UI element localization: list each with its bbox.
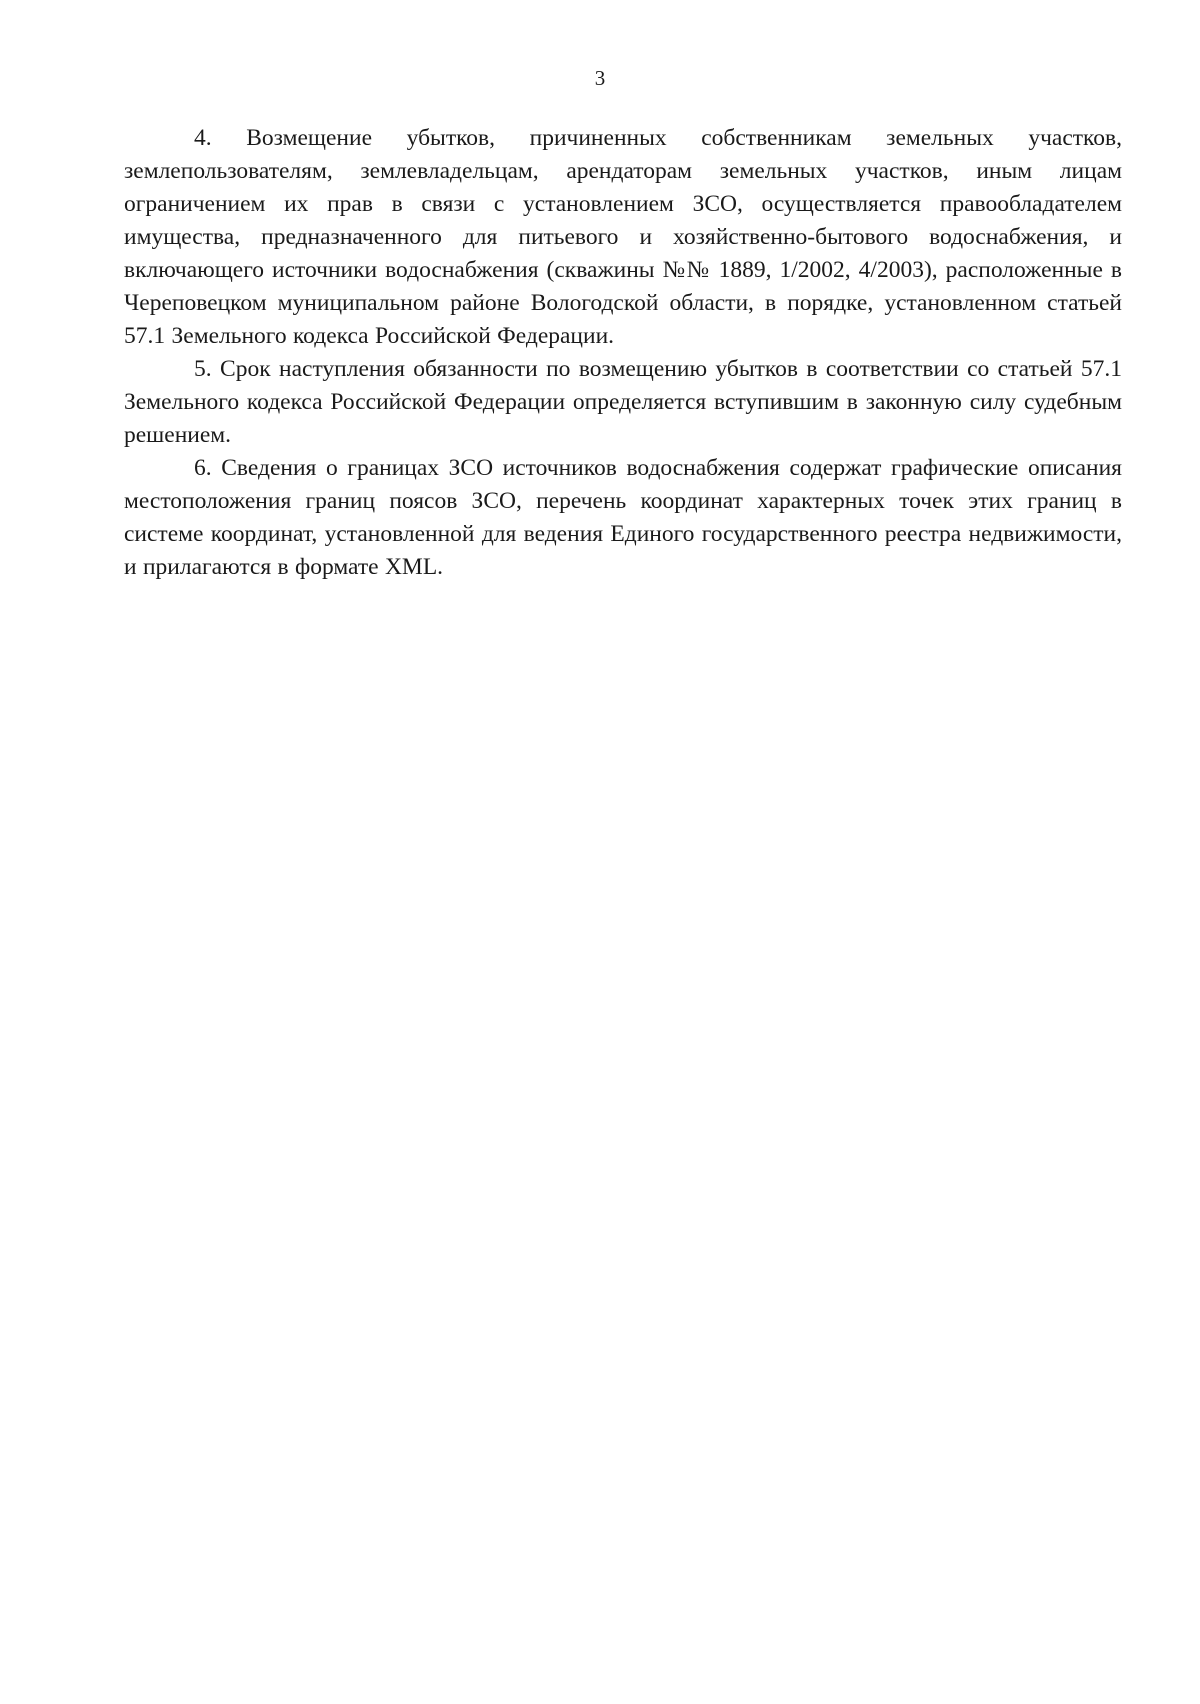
paragraph-6: 6. Сведения о границах ЗСО источников водоснабжения содержат графические описания местоположения границ поясов ЗСО, перечень координат характерных точек этих границ в системе координат, установленной для ведения Единого государственного реестра недвижимости, и прилагаются в формате XML. — [124, 455, 1122, 580]
document-body — [124, 122, 1122, 584]
page-number: 3 — [594, 66, 606, 90]
paragraph-4: 4. Возмещение убытков, причиненных собственникам земельных участков, землепользователям, землевладельцам, арендаторам земельных участков, иным лицам ограничением их прав в связи с установлением ЗСО, осуществляется правообладателем имущества, предназначенного для питьевого и хозяйственно-бытового водоснабжения, и включающего источники водоснабжения (скважины №№ 1889, 1/2002, 4/2003), расположенные в Череповецком муниципальном районе Вологодской области, в порядке, установленном статьей 57.1 Земельного кодекса Российской Федерации. — [124, 125, 1122, 349]
paragraph-5: 5. Срок наступления обязанности по возмещению убытков в соответствии со статьей 57.1 Земельного кодекса Российской Федерации определяется вступившим в законную силу судебным решением. — [124, 356, 1122, 448]
